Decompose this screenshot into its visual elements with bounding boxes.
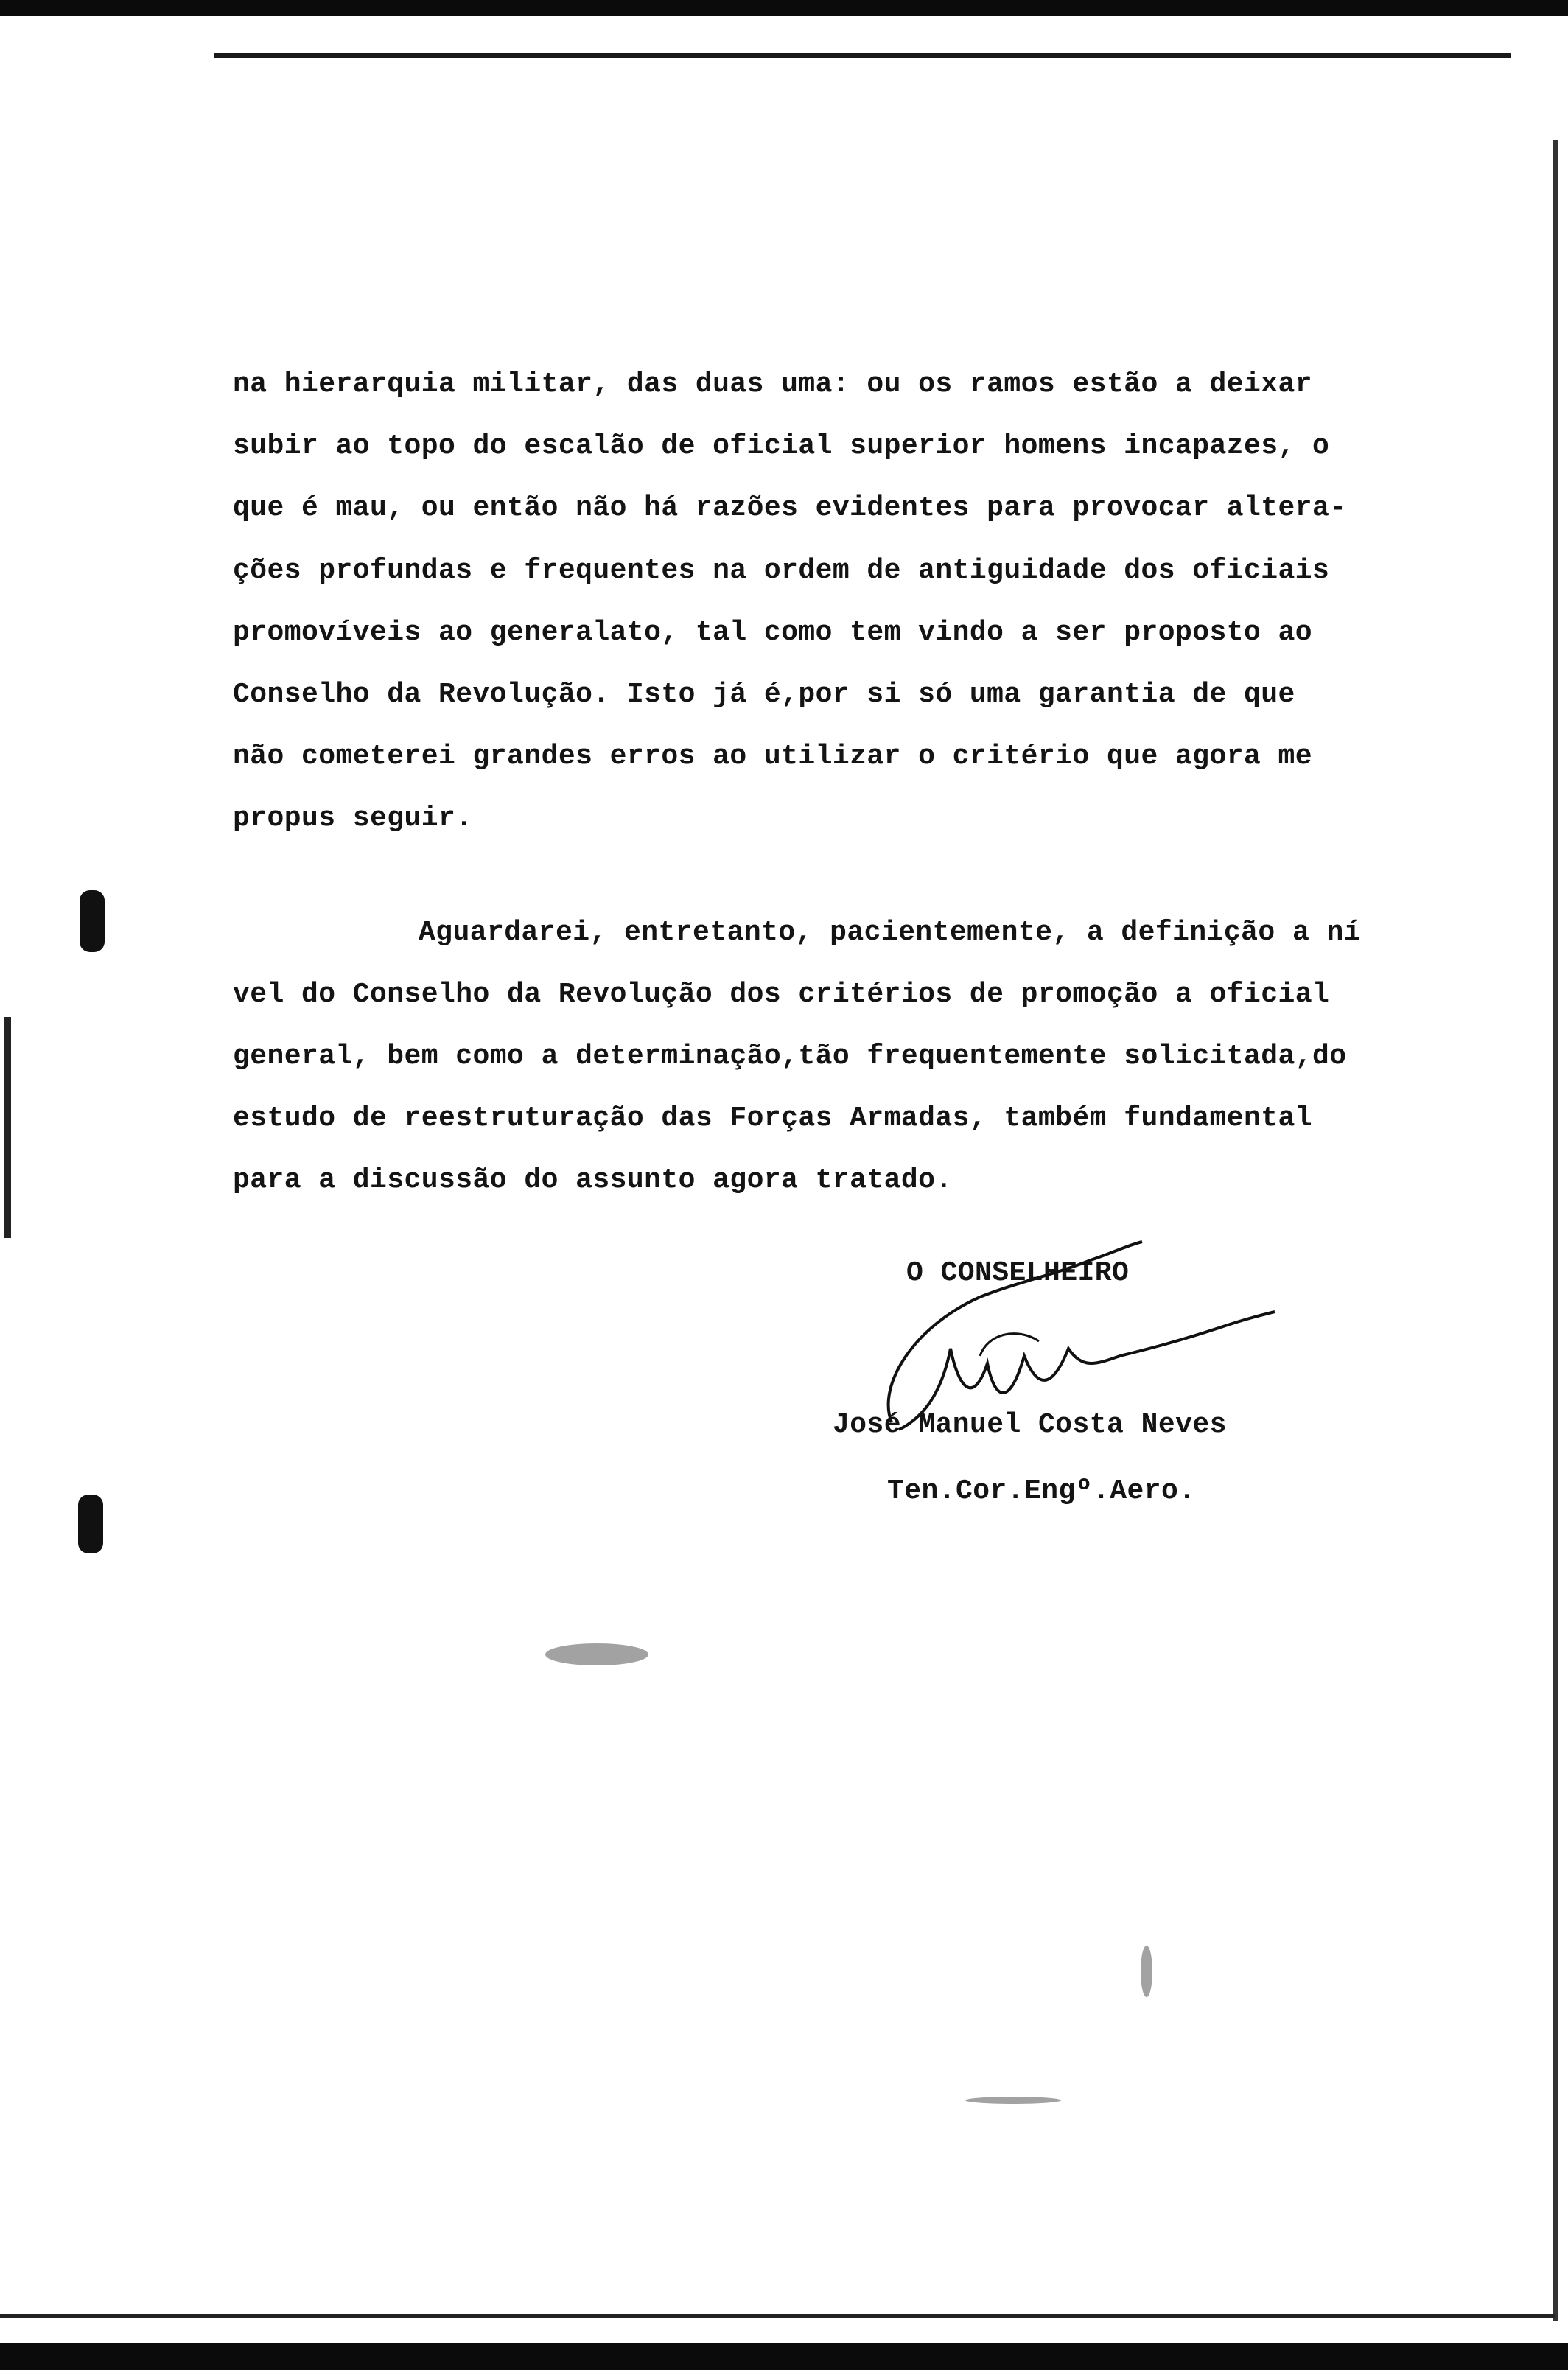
punch-hole-top [80,890,105,952]
text-line: propus seguir. [233,803,473,835]
punch-hole-bottom [78,1495,103,1553]
text-line: Aguardarei, entretanto, pacientemente, a definição a ní [419,916,1361,948]
paragraph-2 [233,902,1456,1212]
signatory-title: O CONSELHEIRO [906,1257,1130,1289]
signatory-rank: Ten.Cor.Engº.Aero. [887,1475,1196,1507]
scan-edge-right [1553,140,1558,2321]
text-line: subir ao topo do escalão de oficial superior homens incapazes, o [233,430,1330,463]
scan-edge-left [4,1017,11,1238]
scan-rule-top [214,53,1511,58]
paragraph-1 [233,354,1456,850]
text-line: general, bem como a determinação,tão frequentemente solicitada,do [233,1041,1347,1073]
scan-border-top [0,0,1568,16]
text-line: estudo de reestruturação das Forças Armadas, também fundamental [233,1102,1312,1135]
scan-smudge [1141,1946,1152,1997]
text-line: que é mau, ou então não há razões evidentes para provocar altera- [233,492,1347,525]
text-line: promovíveis ao generalato, tal como tem vindo a ser proposto ao [233,616,1312,649]
text-line: vel do Conselho da Revolução dos critérios de promoção a oficial [233,978,1330,1010]
letter-body [233,354,1456,1212]
text-line: não cometerei grandes erros ao utilizar o critério que agora me [233,741,1312,773]
scan-smudge [545,1643,648,1665]
signatory-name: José Manuel Costa Neves [833,1409,1227,1441]
text-line: na hierarquia militar, das duas uma: ou os ramos estão a deixar [233,368,1312,400]
paragraph-gap [233,850,1456,902]
scan-rule-bottom [0,2314,1555,2318]
scan-smudge [965,2097,1061,2104]
text-line: para a discussão do assunto agora tratado. [233,1164,953,1197]
text-line: Conselho da Revolução. Isto já é,por si só uma garantia de que [233,679,1295,711]
scan-border-bottom [0,2343,1568,2370]
text-line: ções profundas e frequentes na ordem de antiguidade dos oficiais [233,554,1330,587]
